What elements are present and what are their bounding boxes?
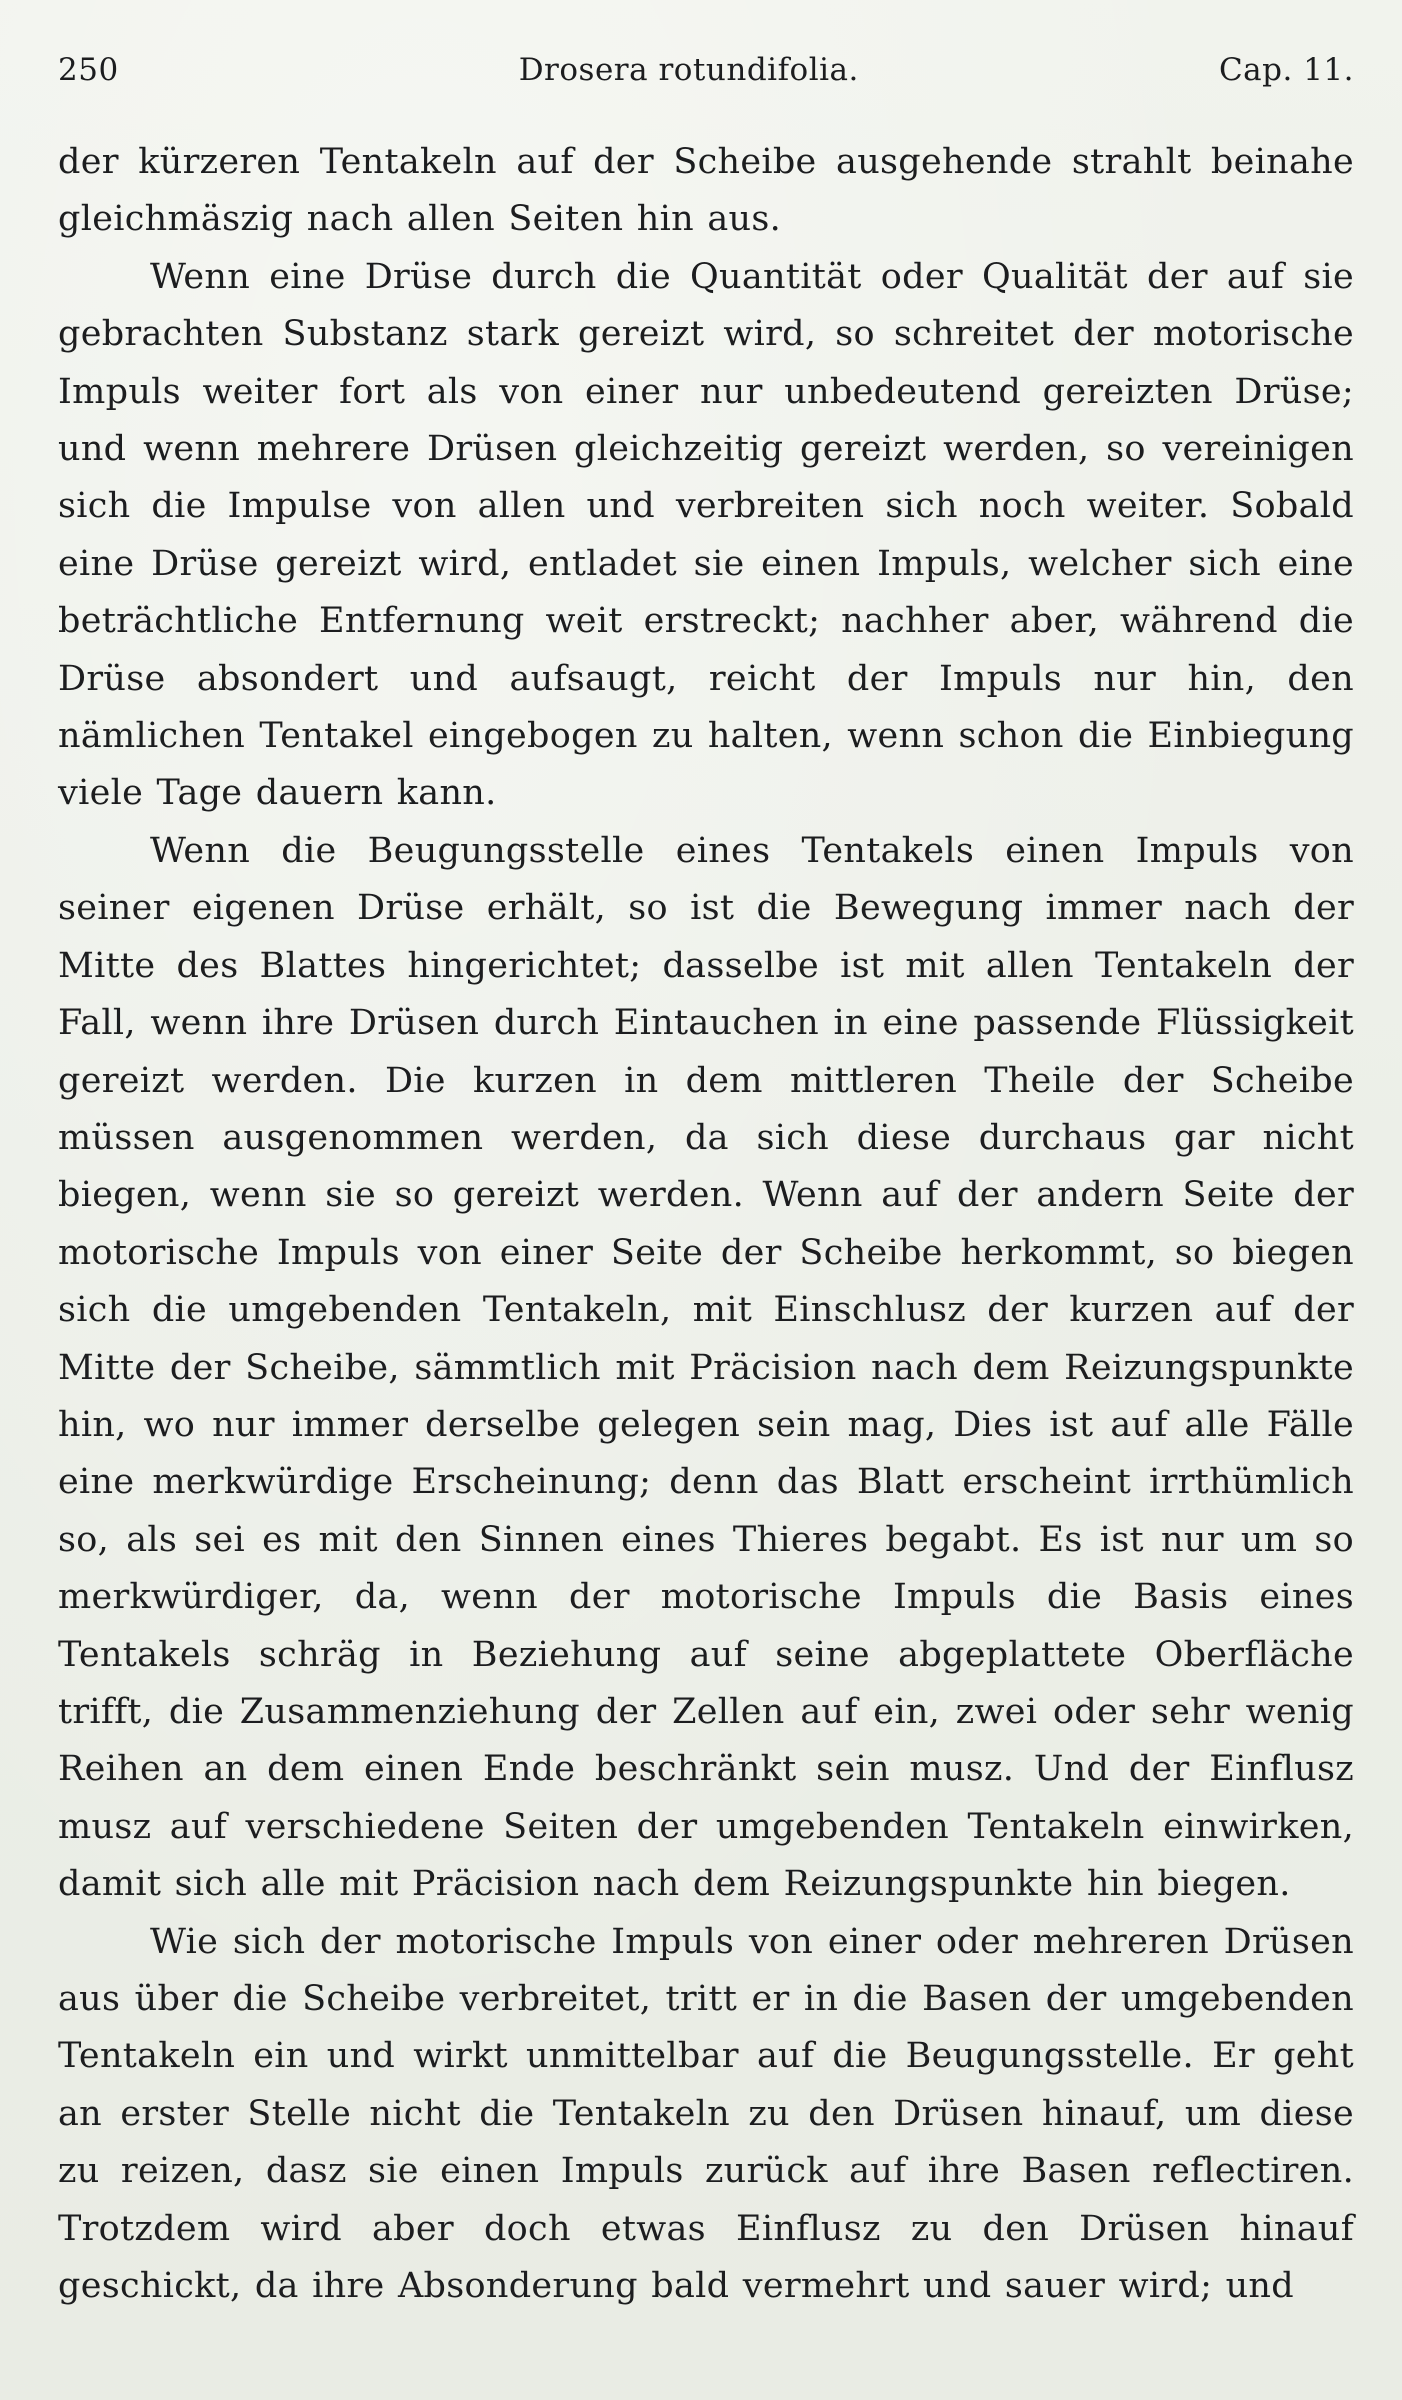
body-text — [58, 134, 1354, 2315]
paragraph: Wenn die Beugungsstelle eines Tentakels einen Impuls von seiner eigenen Drüse erhält, so ist die Bewegung immer nach der Mitte des Blattes hingerichtet; dasselbe ist mit allen Tentakeln der Fall, wenn ihre Drüsen durch Eintauchen in eine passende Flüssigkeit gereizt werden. Die kurzen in dem mittleren Theile der Scheibe müssen ausgenommen werden, da sich diese durchaus gar nicht biegen, wenn sie so gereizt werden. Wenn auf der andern Seite der motorische Impuls von einer Seite der Scheibe herkommt, so biegen sich die umgebenden Tentakeln, mit Einschlusz der kurzen auf der Mitte der Scheibe, sämmtlich mit Präcision nach dem Reizungspunkte hin, wo nur immer derselbe gelegen sein mag, Dies ist auf alle Fälle eine merkwürdige Erscheinung; denn das Blatt erscheint irrthümlich so, als sei es mit den Sinnen eines Thieres begabt. Es ist nur um so merkwürdiger, da, wenn der motorische Impuls die Basis eines Tentakels schräg in Beziehung auf seine abgeplattete Oberfläche trifft, die Zusammenziehung der Zellen auf ein, zwei oder sehr wenig Reihen an dem einen Ende beschränkt sein musz. Und der Einflusz musz auf verschiedene Seiten der umgebenden Tentakeln einwirken, damit sich alle mit Präcision nach dem Reizungspunkte hin biegen. — [58, 830, 1354, 1905]
chapter-label: Cap. 11. — [1218, 52, 1354, 88]
running-head — [58, 52, 1354, 112]
paragraph: Wie sich der motorische Impuls von einer oder mehreren Drüsen aus über die Scheibe verbreitet, tritt er in die Basen der umgebenden Tentakeln ein und wirkt unmittelbar auf die Beugungsstelle. Er geht an erster Stelle nicht die Tentakeln zu den Drüsen hinauf, um diese zu reizen, dasz sie einen Impuls zurück auf ihre Basen reflectiren. Trotzdem wird aber doch etwas Einflusz zu den Drüsen hinauf geschickt, da ihre Absonderung bald vermehrt und sauer wird; und — [58, 1921, 1354, 2307]
page-number: 250 — [58, 52, 119, 88]
paragraph: Wenn eine Drüse durch die Quantität oder Qualität der auf sie gebrachten Substanz stark gereizt wird, so schreitet der motorische Impuls weiter fort als von einer nur unbedeutend gereizten Drüse; und wenn mehrere Drüsen gleichzeitig gereizt werden, so vereinigen sich die Impulse von allen und verbreiten sich noch weiter. Sobald eine Drüse gereizt wird, entladet sie einen Impuls, welcher sich eine beträchtliche Entfernung weit erstreckt; nachher aber, während die Drüse absondert und aufsaugt, reicht der Impuls nur hin, den nämlichen Tentakel eingebogen zu halten, wenn schon die Einbiegung viele Tage dauern kann. — [58, 256, 1354, 814]
running-title: Drosera rotundifolia. — [518, 52, 859, 88]
paragraph-continuation: der kürzeren Tentakeln auf der Scheibe ausgehende strahlt beinahe gleichmäszig nach allen Seiten hin aus. — [58, 142, 1354, 240]
